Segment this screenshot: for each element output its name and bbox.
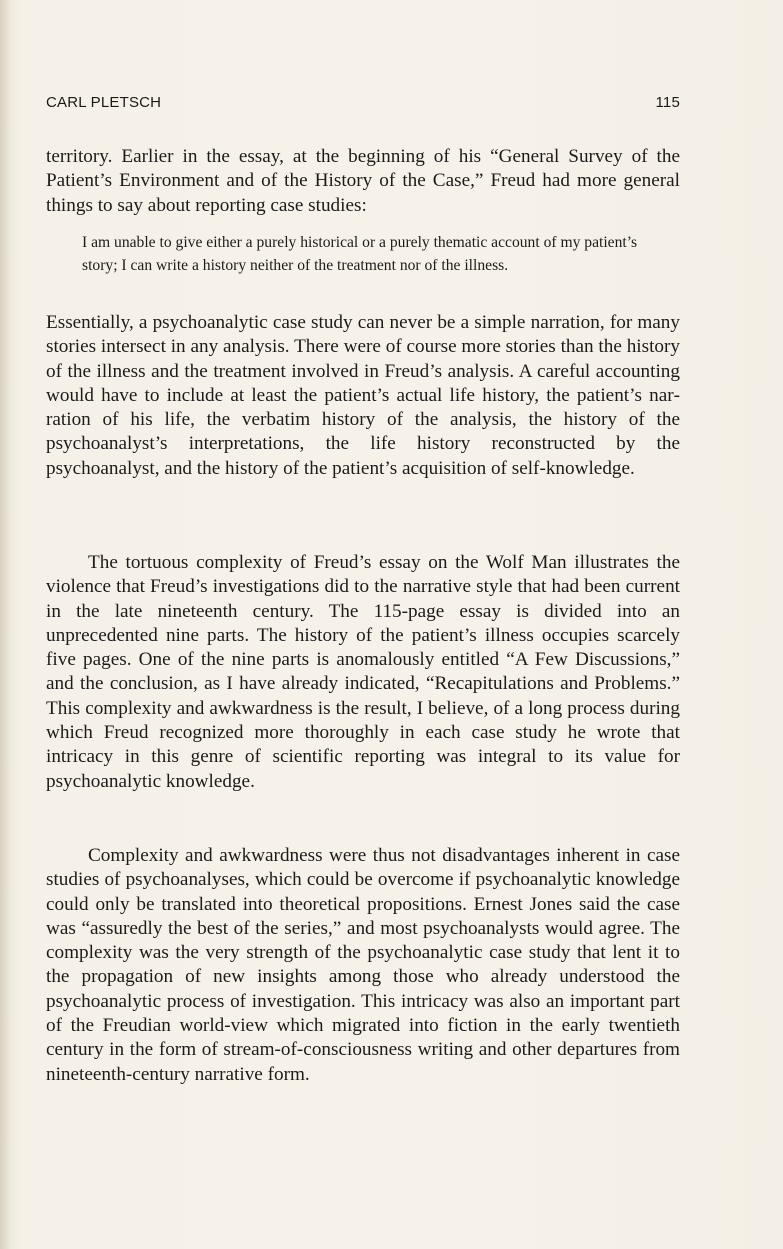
block-quote: I am unable to give either a purely historical or a purely thematic account of my patient’s story; I can write a history neither of the treatment nor of the illness. (82, 234, 638, 275)
page-number: 115 (655, 94, 680, 111)
running-head (46, 94, 680, 114)
paragraph-4: Complexity and awkwardness were thus not disadvantages inherent in case studies of psychoanalyses, which could be overcome if psychoanalytic knowledge could only be translated into theoretical propositions. Ernest Jones said the case was “assuredly the best of the series,” and most psychoanalysts would agree. The complexity was the very strength of the psychoanalytic case study that lent it to the propagation of new insights among those who already understood the psychoanalytic process of investigation. This intricacy was also an important part of the Freudian world-view which migrated into fiction in the early twentieth century in the form of stream-of-consciousness writing and other departures from nineteenth-century narrative form. (46, 845, 680, 1085)
gutter-shadow (0, 0, 10, 1249)
running-head-author: CARL PLETSCH (46, 94, 162, 111)
paragraph-2: Essentially, a psychoanalytic case study can never be a simple narration, for many stories intersect in any analysis. There were of course more stories than the history of the illness and the treatment involved in Freud’s analysis. A careful accounting would have to include at least the patient’s actual life history, the patient’s narration of his life, the verbatim history of the analysis, the history of the psychoanalyst’s interpretations, the life history reconstructed by the psychoanalyst, and the history of the patient’s acquisition of self-knowledge. (46, 312, 680, 479)
paragraph-3: The tortuous complexity of Freud’s essay on the Wolf Man illustrates the violence that Freud’s investigations did to the narrative style that had been current in the late nineteenth century. The 115-page essay is divided into an unprecedented nine parts. The history of the patient’s illness occupies scarcely five pages. One of the nine parts is anomalously entitled “A Few Discussions,” and the conclusion, as I have already indicated, “Recapitulations and Problems.” This complexity and awkwardness is the result, I believe, of a long process during which Freud recognized more thoroughly in each case study he wrote that intricacy in this genre of scientific reporting was integral to its value for psychoanalytic knowledge. (46, 552, 680, 792)
paragraph-1: territory. Earlier in the essay, at the beginning of his “General Survey of the Patient’s Environment and of the History of the Case,” Freud had more general things to say about reporting case studies: (46, 146, 680, 216)
